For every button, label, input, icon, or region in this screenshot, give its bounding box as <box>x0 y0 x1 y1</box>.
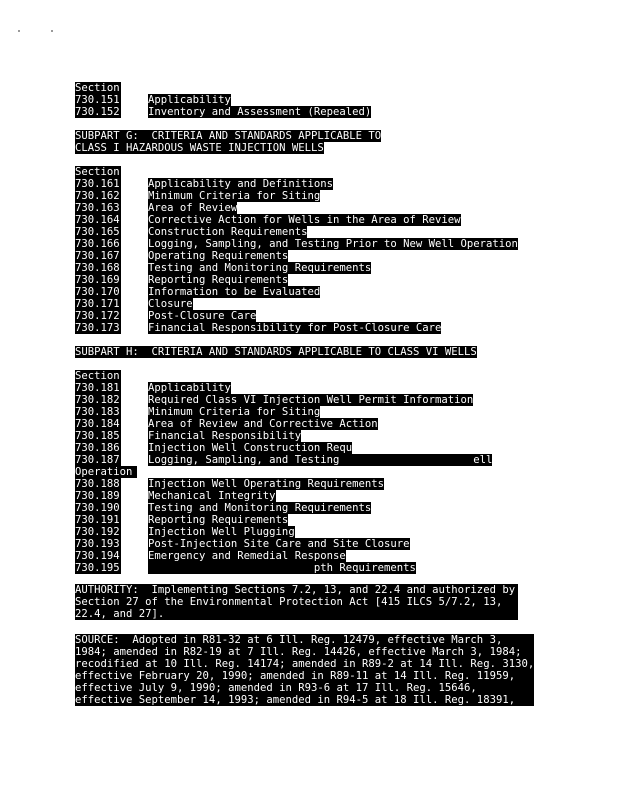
section-row <box>75 274 534 286</box>
section-title: Injection Well Plugging <box>148 526 295 538</box>
section-title: Required Class VI Injection Well Permit Information <box>148 394 474 406</box>
subpart-h-section-list <box>75 382 534 574</box>
scan-speck <box>51 30 53 32</box>
source-line: effective September 14, 1993; amended in R94-5 at 18 Ill. Reg. 18391, <box>75 694 534 706</box>
section-row <box>75 526 534 538</box>
section-row <box>75 214 534 226</box>
section-title: Post-Closure Care <box>148 310 257 322</box>
section-row <box>75 394 534 406</box>
section-title: Area of Review and Corrective Action <box>148 418 378 430</box>
authority-paragraph <box>75 584 518 620</box>
section-number: 730.167 <box>75 250 120 262</box>
section-title: Construction Requirements <box>148 226 308 238</box>
section-number: 730.182 <box>75 394 120 406</box>
section-number: 730.165 <box>75 226 120 238</box>
section-row <box>75 262 534 274</box>
section-number: 730.195 <box>75 562 120 574</box>
section-number: 730.192 <box>75 526 120 538</box>
section-row <box>75 310 534 322</box>
section-title: Financial Responsibility for Post-Closure Care <box>148 322 442 334</box>
section-number: 730.162 <box>75 190 120 202</box>
section-number: 730.170 <box>75 286 120 298</box>
section-row <box>75 502 534 514</box>
section-title: Area of Review <box>148 202 238 214</box>
section-number: 730.171 <box>75 298 120 310</box>
source-line: SOURCE: Adopted in R81-32 at 6 Ill. Reg. 12479, effective March 3, <box>75 634 534 646</box>
section-row <box>75 418 534 430</box>
section-title: Minimum Criteria for Siting <box>148 406 321 418</box>
section-number: 730.189 <box>75 490 120 502</box>
section-row <box>75 106 534 118</box>
section-row <box>75 490 534 502</box>
section-row <box>75 478 534 490</box>
source-line: effective July 9, 1990; amended in R93-6 at 17 Ill. Reg. 15646, <box>75 682 534 694</box>
section-row <box>75 226 534 238</box>
section-number: 730.181 <box>75 382 120 394</box>
section-title: Emergency and Remedial Response <box>148 550 346 562</box>
section-number: 730.172 <box>75 310 120 322</box>
section-number: 730.185 <box>75 430 120 442</box>
section-row <box>75 550 534 562</box>
section-number: 730.190 <box>75 502 120 514</box>
section-row <box>75 514 534 526</box>
section-row <box>75 430 534 442</box>
subpart-g-line1: SUBPART G: CRITERIA AND STANDARDS APPLICABLE TO <box>75 130 382 142</box>
section-title: Applicability and Definitions <box>148 178 333 190</box>
document-body <box>75 82 534 706</box>
section-row <box>75 178 534 190</box>
scan-speck <box>18 30 20 32</box>
section-title: Operating Requirements <box>148 250 289 262</box>
section-title: Reporting Requirements <box>148 274 289 286</box>
section-header-top: Section <box>75 82 120 94</box>
section-row <box>75 94 534 106</box>
authority-line: Section 27 of the Environmental Protection Act [415 ILCS 5/7.2, 13, <box>75 596 518 608</box>
section-row <box>75 538 534 550</box>
section-title: Closure <box>148 298 193 310</box>
section-row <box>75 286 534 298</box>
section-number: 730.169 <box>75 274 120 286</box>
section-title: Injection Well Construction Requ <box>148 442 353 454</box>
section-header-h: Section <box>75 370 120 382</box>
subpart-g-section-list <box>75 178 534 334</box>
authority-line: AUTHORITY: Implementing Sections 7.2, 13, and 22.4 and authorized by <box>75 584 518 596</box>
authority-line: 22.4, and 27]. <box>75 608 165 620</box>
section-title: Mechanical Integrity <box>148 490 276 502</box>
section-number: 730.191 <box>75 514 120 526</box>
section-row <box>75 238 534 250</box>
section-row <box>75 190 534 202</box>
section-number: 730.166 <box>75 238 120 250</box>
section-row <box>75 250 534 262</box>
section-number: 730.164 <box>75 214 120 226</box>
section-number: 730.173 <box>75 322 120 334</box>
top-section-list <box>75 94 534 118</box>
section-title: Logging, Sampling, and Testing ell <box>148 454 493 466</box>
section-header-g: Section <box>75 166 120 178</box>
subpart-g-line2: CLASS I HAZARDOUS WASTE INJECTION WELLS <box>75 142 324 154</box>
section-title: Applicability <box>148 382 231 394</box>
source-paragraph <box>75 634 534 706</box>
section-title: Injection Well Operating Requirements <box>148 478 384 490</box>
section-title: Corrective Action for Wells in the Area of Review <box>148 214 461 226</box>
subpart-h-heading: SUBPART H: CRITERIA AND STANDARDS APPLICABLE TO CLASS VI WELLS <box>75 346 477 358</box>
section-number: 730.193 <box>75 538 120 550</box>
section-row <box>75 562 534 574</box>
section-number: 730.184 <box>75 418 120 430</box>
source-line: recodified at 10 Ill. Reg. 14174; amended in R89-2 at 14 Ill. Reg. 3130, <box>75 658 535 670</box>
section-row <box>75 298 534 310</box>
section-row <box>75 466 534 478</box>
section-title: Inventory and Assessment (Repealed) <box>148 106 372 118</box>
section-row <box>75 382 534 394</box>
section-row <box>75 406 534 418</box>
section-title: Information to be Evaluated <box>148 286 321 298</box>
section-number: Operation <box>75 466 148 478</box>
section-title: Logging, Sampling, and Testing Prior to New Well Operation <box>148 238 518 250</box>
section-number: 730.168 <box>75 262 120 274</box>
section-title: Reporting Requirements <box>148 514 289 526</box>
section-title: Testing and Monitoring Requirements <box>148 502 372 514</box>
section-row <box>75 442 534 454</box>
section-title: pth Requirements <box>148 562 416 574</box>
section-row <box>75 322 534 334</box>
section-number: 730.188 <box>75 478 120 490</box>
section-row <box>75 202 534 214</box>
section-title: Minimum Criteria for Siting <box>148 190 321 202</box>
section-title: Applicability <box>148 94 231 106</box>
section-number: 730.186 <box>75 442 120 454</box>
section-title: Post-Injection Site Care and Site Closure <box>148 538 410 550</box>
section-number: 730.163 <box>75 202 120 214</box>
subpart-g-heading <box>75 130 534 154</box>
section-number: 730.151 <box>75 94 120 106</box>
section-number: 730.187 <box>75 454 120 466</box>
section-title: Testing and Monitoring Requirements <box>148 262 372 274</box>
source-line: 1984; amended in R82-19 at 7 Ill. Reg. 14426, effective March 3, 1984; <box>75 646 534 658</box>
section-number: 730.152 <box>75 106 120 118</box>
section-number: 730.161 <box>75 178 120 190</box>
section-number: 730.194 <box>75 550 120 562</box>
section-row <box>75 454 534 466</box>
source-line: effective February 20, 1990; amended in R89-11 at 14 Ill. Reg. 11959, <box>75 670 534 682</box>
section-number: 730.183 <box>75 406 120 418</box>
section-title: Financial Responsibility <box>148 430 302 442</box>
